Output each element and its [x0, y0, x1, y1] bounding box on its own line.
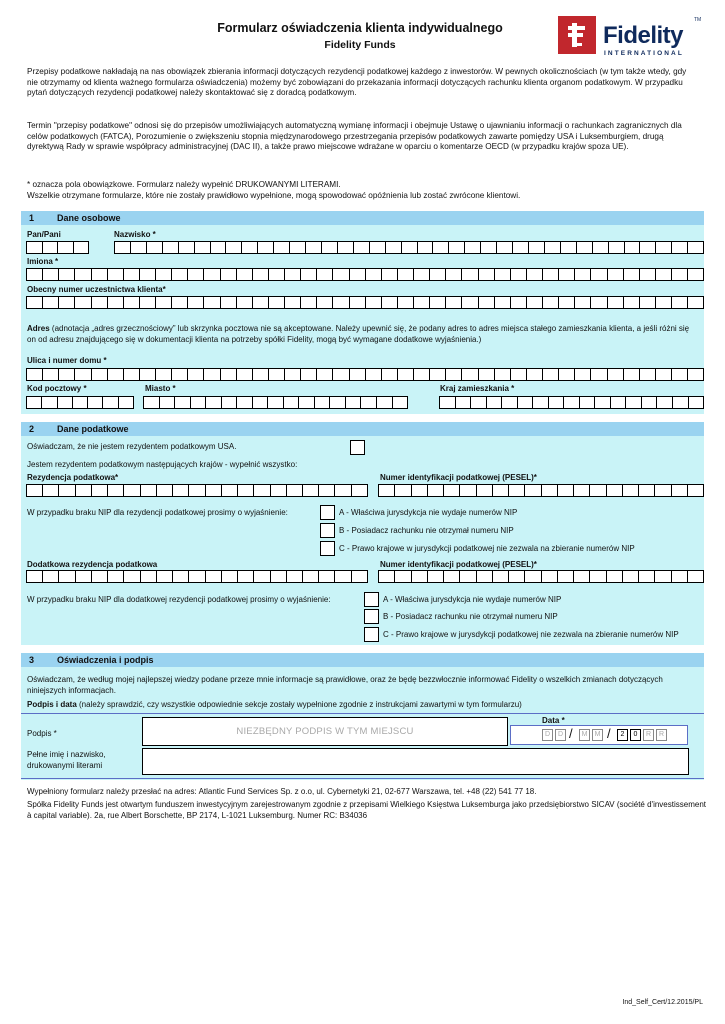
date-box-y1: 2 [617, 729, 628, 741]
fidelity-logo [558, 12, 703, 62]
tin-label-2: Numer identyfikacji podatkowej (PESEL)* [380, 560, 537, 569]
reason-b-checkbox-2[interactable] [364, 609, 379, 624]
section-2-header [21, 422, 704, 436]
signature-instructions-bold: Podpis i data [27, 700, 77, 709]
postcode-input[interactable] [26, 396, 134, 409]
section-2-title: Dane podatkowe [57, 424, 129, 434]
signature-placeholder: NIEZBĘDNY PODPIS W TYM MIEJSCU [236, 726, 414, 737]
footer-address: Wypełniony formularz należy przesłać na adres: Atlantic Fund Services Sp. z o.o, ul. Cybernetyki 21, 02-677 Warszawa, tel. +48 (22) 541 77 18. [27, 787, 537, 796]
reason-b-label-1: B - Posiadacz rachunku nie otrzymał numeru NIP [339, 526, 514, 535]
not-us-resident-text: Oświadczam, że nie jestem rezydentem podatkowym USA. [27, 442, 237, 451]
date-box-d2[interactable]: D [555, 729, 566, 741]
reason-a-label-1: A - Właściwa jurysdykcja nie wydaje numerów NIP [339, 508, 518, 517]
additional-residence-label: Dodatkowa rezydencja podatkowa [27, 560, 158, 569]
street-label: Ulica i numer domu * [27, 356, 107, 365]
tin-input-2[interactable] [378, 570, 704, 583]
signature-label: Podpis * [27, 729, 57, 738]
footer-text [27, 786, 707, 823]
section-1-number: 1 [29, 213, 35, 223]
section-declaration [21, 653, 704, 780]
no-tin-reason-text-1: W przypadku braku NIP dla rezydencji podatkowej prosimy o wyjaśnienie: [27, 508, 288, 517]
signature-instructions-text: (należy sprawdzić, czy wszystkie odpowiednie sekcje zostały wypełnione zgodnie z instrukcjami zawartymi w tym formularzu) [76, 700, 522, 709]
date-field[interactable] [510, 725, 688, 745]
tin-input-1[interactable] [378, 484, 704, 497]
intro-required-note: * oznacza pola obowiązkowe. Formularz należy wypełnić DRUKOWANYMI LITERAMI. [27, 180, 341, 189]
intro-paragraph-1: Przepisy podatkowe nakładają na nas obowiązek zbierania informacji dotyczących rezydencji podatkowej każdego z inwestorów. W pewnych okolicznościach (w tym także wtedy, gdy nie otrzymamy od klienta ważnego formularza oświadczenia) możemy być zobowiązani do przekazania informacji dotyczących rachunku klienta organom podatkowym. W przypadku pytań dotyczących rezydencji podatkowej należy skontaktować się z doradcą podatkowym. [27, 67, 687, 98]
declaration-statement: Oświadczam, że według mojej najlepszej wiedzy podane przeze mnie informacje są prawidłowe, oraz że będę bezzwłocznie informować Fidelity o wszelkich zmianach dotyczących niniejszych informacjach. [27, 675, 663, 695]
reason-c-label-2: C - Prawo krajowe w jurysdykcji podatkowej nie zezwala na zbieranie numerów NIP [383, 630, 679, 639]
signature-instructions [27, 699, 697, 710]
full-name-field[interactable] [142, 748, 689, 775]
postcode-label: Kod pocztowy * [27, 384, 87, 393]
street-input[interactable] [26, 368, 704, 381]
client-number-input[interactable] [26, 296, 704, 309]
section-tax-data [21, 422, 704, 645]
tax-residence-input[interactable] [26, 484, 368, 497]
logo-tm: TM [694, 17, 702, 23]
not-us-resident-checkbox[interactable] [350, 440, 365, 455]
footer-company-info: Spółka Fidelity Funds jest otwartym funduszem inwestycyjnym zarejestrowanym zgodnie z przepisami Wielkiego Księstwa Luksemburga jako przedsiębiorstwo SICAV (société d'investissement à capital variable). 2a, rue Albert Borschette, BP 2174, L-1021 Luksemburg. Numer RC: B34036 [27, 800, 706, 820]
section-1-title: Dane osobowe [57, 213, 121, 223]
intro-paragraph-2: Termin "przepisy podatkowe" odnosi się do przepisów umożliwiających automatyczną wymianę informacji i obejmuje Ustawę o ujawnianiu informacji o rachunkach zagranicznych dla celów podatkowych (FATCA), Porozumienie o zwiększeniu stopnia międzynarodowego przestrzegania przepisów podatkowych zawarte pomiędzy USA i Luksemburgiem, drugą dyrektywą Rady w sprawie współpracy administracyjnej (DAC II), a także prawo miejscowe wdrażane w oparciu o komentarze OECD (w przypadku krajów spoza UE). [27, 121, 682, 152]
section-personal-data [21, 211, 704, 414]
reason-b-label-2: B - Posiadacz rachunku nie otrzymał numeru NIP [383, 612, 558, 621]
date-label: Data * [542, 716, 565, 725]
section-3-number: 3 [29, 655, 35, 665]
logo-name: Fidelity [603, 22, 684, 49]
surname-input[interactable] [114, 241, 704, 254]
date-box-y3[interactable]: R [643, 729, 654, 741]
section-2-number: 2 [29, 424, 35, 434]
tax-residence-label: Rezydencja podatkowa* [27, 473, 119, 482]
reason-b-checkbox-1[interactable] [320, 523, 335, 538]
date-box-d1[interactable]: D [542, 729, 553, 741]
title-label: Pan/Pani [27, 230, 61, 239]
reason-a-checkbox-2[interactable] [364, 592, 379, 607]
address-note-text: (adnotacja „adres grzecznościowy” lub skrzynka pocztowa nie są akceptowane. Należy upewnić się, że podany adres to adres miejsca stałego zamieszkania klienta, a jeśli różni się on od adresu znajdującego się w dokumentacji klienta na potrzeby spółki Fidelity, mogą być wymagane dodatkowe wyjaśnienia.) [27, 324, 690, 344]
date-box-y2: 0 [630, 729, 641, 741]
date-box-y4[interactable]: R [656, 729, 667, 741]
reason-c-checkbox-1[interactable] [320, 541, 335, 556]
additional-residence-input[interactable] [26, 570, 368, 583]
section-3-title: Oświadczenia i podpis [57, 655, 154, 665]
address-note [27, 323, 699, 345]
no-tin-reason-text-2: W przypadku braku NIP dla dodatkowej rezydencji podatkowej prosimy o wyjaśnienie: [27, 595, 331, 604]
first-names-label: Imiona * [27, 257, 59, 266]
logo-tagline: INTERNATIONAL [604, 50, 684, 57]
date-separator-1: / [569, 726, 573, 741]
form-title: Formularz oświadczenia klienta indywidualnego [217, 21, 503, 35]
client-number-label: Obecny numer uczestnictwa klienta* [27, 285, 166, 294]
section-3-header [21, 653, 704, 667]
form-subtitle: Fidelity Funds [324, 39, 396, 51]
form-reference: Ind_Self_Cert/12.2015/PL [622, 999, 703, 1006]
section-1-header [21, 211, 704, 225]
country-input[interactable] [439, 396, 704, 409]
city-input[interactable] [143, 396, 408, 409]
intro-warning: Wszelkie otrzymane formularze, które nie zostały prawidłowo wypełnione, mogą spowodować opóźnienia lub zostać zwrócone klientowi. [27, 191, 521, 200]
reason-a-checkbox-1[interactable] [320, 505, 335, 520]
title-input[interactable] [26, 241, 89, 254]
first-names-input[interactable] [26, 268, 704, 281]
reason-c-checkbox-2[interactable] [364, 627, 379, 642]
city-label: Miasto * [145, 384, 176, 393]
date-box-m2[interactable]: M [592, 729, 603, 741]
surname-label: Nazwisko * [114, 230, 156, 239]
tin-label-1: Numer identyfikacji podatkowej (PESEL)* [380, 473, 537, 482]
address-note-bold: Adres [27, 324, 50, 333]
signature-field[interactable] [142, 717, 508, 746]
tax-resident-text: Jestem rezydentem podatkowym następujących krajów - wypełnić wszystko: [27, 460, 298, 469]
date-separator-2: / [607, 726, 611, 741]
reason-a-label-2: A - Właściwa jurysdykcja nie wydaje numerów NIP [383, 595, 562, 604]
full-name-label: Pełne imię i nazwisko, drukowanymi literami [27, 750, 106, 770]
reason-c-label-1: C - Prawo krajowe w jurysdykcji podatkowej nie zezwala na zbieranie numerów NIP [339, 544, 635, 553]
country-label: Kraj zamieszkania * [440, 384, 515, 393]
date-box-m1[interactable]: M [579, 729, 590, 741]
